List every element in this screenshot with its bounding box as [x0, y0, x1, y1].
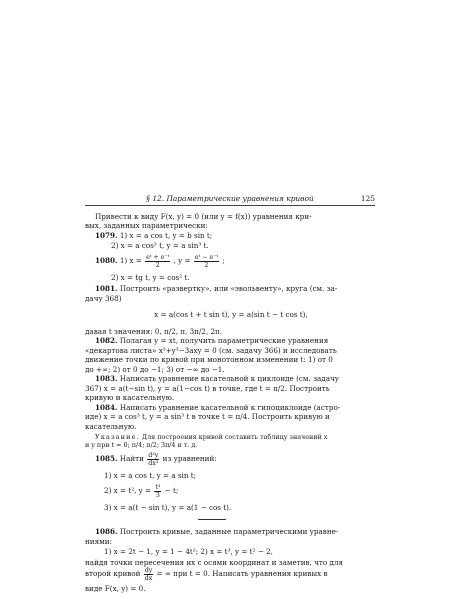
- problem-1086-line-6: виде F(x, y) = 0.: [85, 584, 146, 593]
- fraction-d2y-numerator: d²y: [148, 451, 159, 459]
- fraction-x-numerator: eᵗ + e⁻ᵗ: [146, 253, 170, 261]
- note-line-1: [95, 433, 387, 441]
- problem-1080-line-2: 2) x = tg t, y = cos² t.: [111, 273, 190, 282]
- problem-1080-x-label: 1) x =: [119, 256, 142, 265]
- fraction-dy-numerator: dy: [144, 566, 153, 574]
- problem-1082-line-2: «декартова листа» x³+y³−3axy = 0 (см. задачу 366) и исследовать: [85, 346, 337, 355]
- problem-1083-line-2: 367) x = a(t−sin t), y = a(1−cos t) в точке, где t = π/2. Построить: [85, 384, 330, 393]
- problem-1083-line-3: кривую и касательную.: [85, 393, 175, 402]
- problem-1086-line-1: [95, 527, 387, 537]
- fraction-x: [145, 254, 170, 269]
- problem-1085-number: 1085.: [95, 454, 118, 463]
- problem-1085-item-2-pre: 2) x = t², y =: [104, 486, 152, 495]
- problem-1080-end: ;: [222, 256, 225, 265]
- intro-line-2: вых, заданных параметрически:: [85, 221, 208, 230]
- problem-1086-line-2: ниями:: [85, 537, 112, 546]
- fraction-y-numerator: eᵗ − e⁻ᵗ: [194, 253, 219, 261]
- problem-1084-line-2: иде) x = a cos³ t, y = a sin³ t в точке t = π/4. Построить кривую и: [85, 412, 330, 421]
- fraction-x-denominator: 2: [155, 261, 160, 269]
- problem-1086-line-5-post: = ∞ при t = 0. Написать уравнения кривых в: [156, 569, 328, 578]
- problem-1079-number: 1079.: [95, 231, 118, 240]
- running-header: [85, 193, 375, 206]
- page-number: 125: [360, 194, 375, 203]
- header-title: § 12. Параметрические уравнения кривой: [146, 194, 314, 203]
- problem-1081-text-1: Построить «развертку», или «эвольвенту», круга (см. за-: [119, 284, 338, 293]
- problem-1083-number: 1083.: [95, 374, 118, 383]
- problem-1084-number: 1084.: [95, 403, 118, 412]
- fraction-t3-numerator: t³: [155, 483, 161, 491]
- problem-1086-number: 1086.: [95, 527, 118, 536]
- problem-1085-item-3: 3) x = a(t − sin t), y = a(1 − cos t).: [104, 503, 232, 512]
- problem-1082-text-1: Полагая y = xt, получить параметрические уравнения: [119, 336, 329, 345]
- problem-1082-line-4: до +∞; 2) от 0 до −1; 3) от −∞ до −1.: [85, 365, 225, 374]
- note-label: Указание.: [95, 433, 140, 441]
- problem-1079-line-2: 2) x = a cos³ t, y = a sin³ t.: [111, 241, 209, 250]
- note-text-1: Для построения кривой составить таблицу значений x: [139, 433, 328, 441]
- problem-1085-item-2-post: − t;: [164, 486, 179, 495]
- fraction-d2y-dx2: [147, 452, 159, 467]
- section-divider: [198, 519, 226, 520]
- note-line-2: и y при t = 0; π/4; π/2; 3π/4 и т. д.: [85, 441, 198, 449]
- problem-1086-line-5: [85, 566, 377, 582]
- problem-1081-line-2: дачу 368): [85, 294, 122, 303]
- problem-1083-text-1: Написать уравнение касательной к циклоиде (см. задачу: [119, 374, 339, 383]
- problem-1085-item-1: 1) x = a cos t, y = a sin t;: [104, 471, 197, 480]
- fraction-y-denominator: 2: [204, 261, 209, 269]
- problem-1079-text-1: 1) x = a cos t, y = b sin t;: [119, 231, 213, 240]
- problem-1080-number: 1080.: [95, 256, 118, 265]
- problem-1085-pre: Найти: [119, 454, 144, 463]
- problem-1082-number: 1082.: [95, 336, 118, 345]
- problem-1086-line-4: найдя точки пересечения их с осями координат и заметив, что для: [85, 558, 343, 567]
- problem-1081-line-1: [95, 284, 387, 294]
- problem-1083-line-1: [95, 374, 387, 384]
- problem-1084-line-3: касательную.: [85, 422, 137, 431]
- problem-1086-line-5-pre: второй кривой: [85, 569, 141, 578]
- fraction-t3-3: [154, 484, 161, 499]
- problem-1081-number: 1081.: [95, 284, 118, 293]
- problem-1082-line-1: [95, 336, 387, 346]
- problem-1079-line-1: [95, 231, 387, 241]
- fraction-dy-dx: [144, 567, 154, 582]
- fraction-dx2-denominator: dx²: [148, 459, 159, 467]
- problem-1081-line-3: давая t значения: 0, π/2, π, 3π/2, 2π.: [85, 327, 223, 336]
- problem-1085-line-1: [95, 451, 387, 467]
- problem-1081-equation: x = a(cos t + t sin t), y = a(sin t − t cos t),: [154, 310, 308, 319]
- problem-1080-y-label: , y =: [173, 256, 191, 265]
- intro-line-1: Привести к виду F(x, y) = 0 (или y = f(x)) уравнения кри-: [95, 212, 312, 221]
- problem-1086-text-1: Построить кривые, заданные параметрическими уравне-: [119, 527, 339, 536]
- fraction-y: [194, 254, 219, 269]
- problem-1080-line-1: [95, 253, 387, 269]
- fraction-dx-denominator: dx: [144, 574, 153, 582]
- problem-1085-item-2: [104, 483, 396, 499]
- problem-1085-post: из уравнений:: [162, 454, 217, 463]
- fraction-t3-denominator: 3: [155, 491, 160, 499]
- problem-1082-line-3: движение точки по кривой при монотонном изменении t: 1) от 0: [85, 355, 333, 364]
- problem-1084-text-1: Написать уравнение касательной к гипоциклоиде (астро-: [119, 403, 341, 412]
- problem-1086-line-3: 1) x = 2t − 1, y = 1 − 4t²; 2) x = t³, y = t² − 2,: [104, 547, 273, 556]
